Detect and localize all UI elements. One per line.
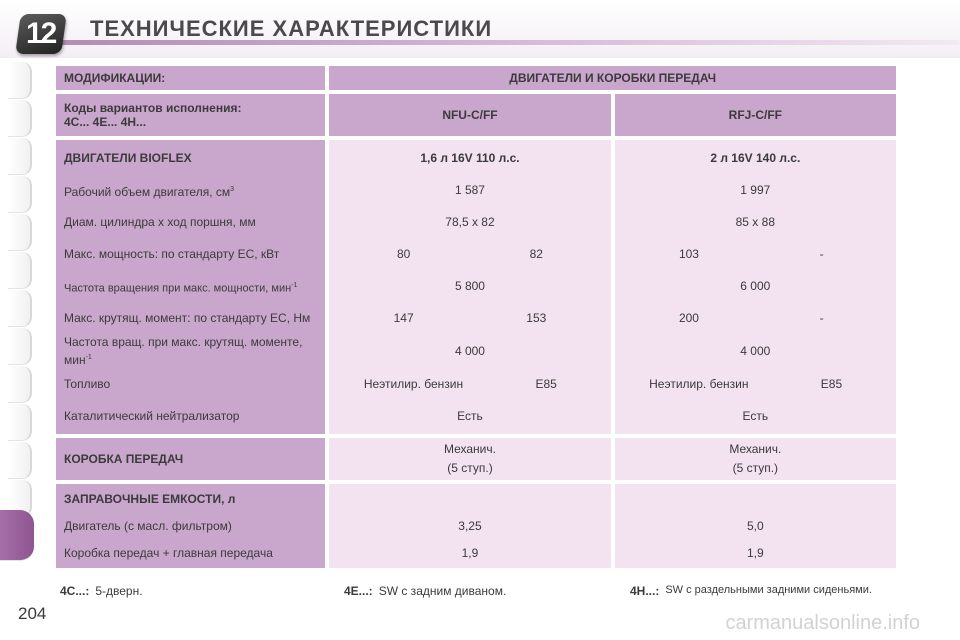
col2-power: 103 - bbox=[678, 247, 824, 261]
chapter-tab[interactable] bbox=[8, 404, 32, 441]
col2-power-rpm: 6 000 bbox=[740, 279, 771, 293]
engines-header: ДВИГАТЕЛИ И КОРОБКИ ПЕРЕДАЧ bbox=[329, 66, 896, 90]
chapter-tab-active[interactable] bbox=[0, 510, 34, 561]
chapter-tab[interactable] bbox=[8, 214, 32, 251]
col1-fuel: Неэтилир. бензин E85 bbox=[363, 377, 557, 391]
col1-catalyst: Есть bbox=[457, 409, 483, 423]
chapter-tab[interactable] bbox=[8, 176, 32, 213]
col2-torque-rpm: 4 000 bbox=[740, 343, 771, 358]
engine-oil-label: Двигатель (с масл. фильтром) bbox=[64, 519, 232, 533]
col2-engine-title: 2 л 16V 140 л.с. bbox=[710, 151, 801, 165]
power-label: Макс. мощность: по стандарту ЕС, кВт bbox=[64, 247, 280, 261]
gearbox-oil-label: Коробка передач + главная передача bbox=[64, 546, 273, 560]
codes-label bbox=[56, 94, 325, 136]
col2-bore-stroke: 85 x 88 bbox=[735, 215, 775, 229]
engine-col2-values bbox=[615, 140, 896, 434]
codes-label-line2: 4C... 4E... 4H... bbox=[64, 115, 147, 129]
codes-row bbox=[56, 94, 896, 136]
col2-gearbox-oil: 1,9 bbox=[746, 546, 764, 560]
engine-col1-values bbox=[329, 140, 610, 434]
chapter-tab[interactable] bbox=[8, 442, 32, 479]
table-header-row bbox=[56, 66, 896, 90]
col2-capacities bbox=[615, 484, 896, 568]
gearbox-row bbox=[56, 438, 896, 480]
col1-torque: 147 153 bbox=[393, 311, 547, 325]
capacities-row bbox=[56, 484, 896, 568]
power-rpm-label: Частота вращения при макс. мощности, мин$^{-1}$ bbox=[64, 282, 298, 295]
gearbox-label: КОРОБКА ПЕРЕДАЧ bbox=[56, 438, 325, 480]
footnote-4h: 4H...: SW с раздельными задними сиденьями. bbox=[630, 584, 872, 598]
col1-gearbox-type: Механич. bbox=[443, 442, 496, 456]
torque-rpm-label: Частота вращ. при макс. крутящ. моменте, мин$^{-1}$ bbox=[64, 334, 303, 367]
chapter-tab[interactable] bbox=[8, 138, 32, 175]
col1-torque-rpm: 4 000 bbox=[454, 343, 485, 358]
col2-gearbox bbox=[615, 438, 896, 480]
watermark: carmanualsonline.info bbox=[725, 612, 920, 634]
torque-label: Макс. крутящ. момент: по стандарту ЕС, Нм bbox=[64, 311, 311, 325]
col1-power: 80 82 bbox=[396, 247, 543, 261]
engine-block-title: ДВИГАТЕЛИ BIOFLEX bbox=[64, 151, 192, 165]
col1-engine-title: 1,6 л 16V 110 л.с. bbox=[420, 151, 520, 165]
chapter-badge bbox=[15, 14, 67, 54]
chapter-tab[interactable] bbox=[8, 62, 32, 99]
codes-label-line1: Коды вариантов исполнения: bbox=[64, 101, 242, 115]
fuel-label: Топливо bbox=[64, 377, 111, 391]
col1-gearbox-oil: 1,9 bbox=[461, 546, 479, 560]
col2-torque: 200 - bbox=[678, 311, 824, 325]
bore-stroke-label: Диам. цилиндра х ход поршня, мм bbox=[64, 215, 256, 229]
col2-code: RFJ-C/FF bbox=[615, 94, 896, 136]
chapter-tab[interactable] bbox=[8, 290, 32, 327]
col1-bore-stroke: 78,5 x 82 bbox=[445, 215, 495, 229]
col1-capacities bbox=[329, 484, 610, 568]
catalyst-label: Каталитический нейтрализатор bbox=[64, 409, 240, 423]
chapter-tab[interactable] bbox=[8, 100, 32, 137]
col1-power-rpm: 5 800 bbox=[454, 279, 485, 293]
col1-engine-oil: 3,25 bbox=[458, 519, 482, 533]
modifications-header: МОДИФИКАЦИИ: bbox=[56, 66, 325, 90]
col2-displacement: 1 997 bbox=[740, 183, 771, 197]
col1-code: NFU-C/FF bbox=[329, 94, 610, 136]
engine-block-row bbox=[56, 140, 896, 434]
col2-catalyst: Есть bbox=[742, 409, 769, 423]
chapter-tab[interactable] bbox=[8, 328, 32, 365]
footnote-4c: 4C...: 5-дверн. bbox=[60, 584, 143, 598]
spec-table bbox=[52, 62, 900, 572]
page-title: ТЕХНИЧЕСКИЕ ХАРАКТЕРИСТИКИ bbox=[90, 16, 493, 41]
col2-engine-oil: 5,0 bbox=[746, 519, 764, 533]
col2-fuel: Неэтилир. бензин E85 bbox=[649, 377, 843, 391]
col1-displacement: 1 587 bbox=[454, 183, 485, 197]
page-number: 204 bbox=[18, 604, 47, 623]
displacement-label: Рабочий объем двигателя, $см^3$ bbox=[64, 185, 235, 199]
chapter-tabs bbox=[0, 62, 36, 582]
capacities-labels bbox=[56, 484, 325, 568]
col1-gearbox-speeds: (5 ступ.) bbox=[447, 461, 493, 475]
col1-gearbox bbox=[329, 438, 610, 480]
col2-gearbox-type: Механич. bbox=[729, 442, 782, 456]
footnotes bbox=[60, 584, 910, 598]
capacities-title: ЗАПРАВОЧНЫЕ ЕМКОСТИ, л bbox=[64, 492, 236, 506]
chapter-tab[interactable] bbox=[8, 366, 32, 403]
engine-block-labels bbox=[56, 140, 325, 434]
footnote-4e: 4E...: SW с задним диваном. bbox=[344, 584, 507, 598]
chapter-tab[interactable] bbox=[8, 252, 32, 289]
chapter-number: 12 bbox=[26, 17, 56, 50]
col2-gearbox-speeds: (5 ступ.) bbox=[732, 461, 779, 475]
